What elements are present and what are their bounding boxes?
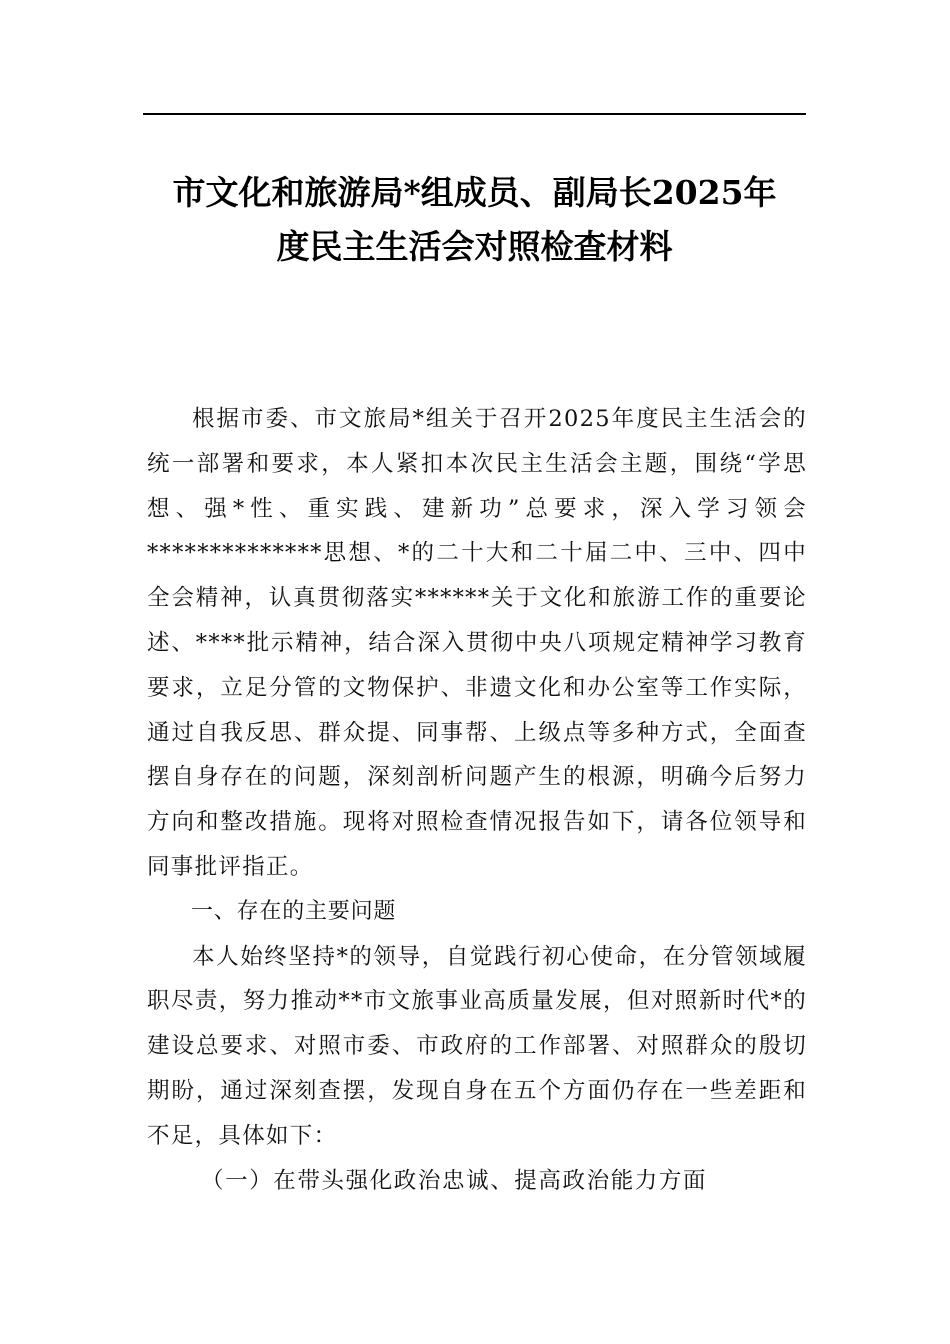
document-body (147, 397, 807, 1203)
section-heading: 一、存在的主要问题 (191, 898, 397, 924)
header-rule (143, 113, 806, 115)
intro-paragraph: 根据市委、市文旅局*组关于召开2025年度民主生活会的统一部署和要求，本人紧扣本次民主生活会主题，围绕“学思想、强*性、重实践、建新功”总要求，深入学习领会**************思想、*的二十大和二十届二中、三中、四中全会精神，认真贯彻落实******关于文化和旅游工作的重要论述、****批示精神，结合深入贯彻中央八项规定精神学习教育要求，立足分管的文物保护、非遗文化和办公室等工作实际，通过自我反思、群众提、同事帮、上级点等多种方式，全面查摆自身存在的问题，深刻剖析问题产生的根源，明确今后努力方向和整改措施。现将对照检查情况报告如下，请各位领导和同事批评指正。 (147, 406, 807, 880)
subsection-heading: （一）在带头强化政治忠诚、提高政治能力方面 (201, 1167, 708, 1194)
overview-paragraph: 本人始终坚持*的领导，自觉践行初心使命，在分管领域履职尽责，努力推动**市文旅事业高质量发展，但对照新时代*的建设总要求、对照市委、市政府的工作部署、对照群众的殷切期盼，通过深刻查摆，发现自身在五个方面仍存在一些差距和不足，具体如下： (147, 943, 807, 1149)
title-line-1: 市文化和旅游局*组成员、副局长2025年 (172, 173, 777, 212)
document-title (143, 166, 806, 274)
title-line-2: 度民主生活会对照检查材料 (276, 227, 673, 266)
